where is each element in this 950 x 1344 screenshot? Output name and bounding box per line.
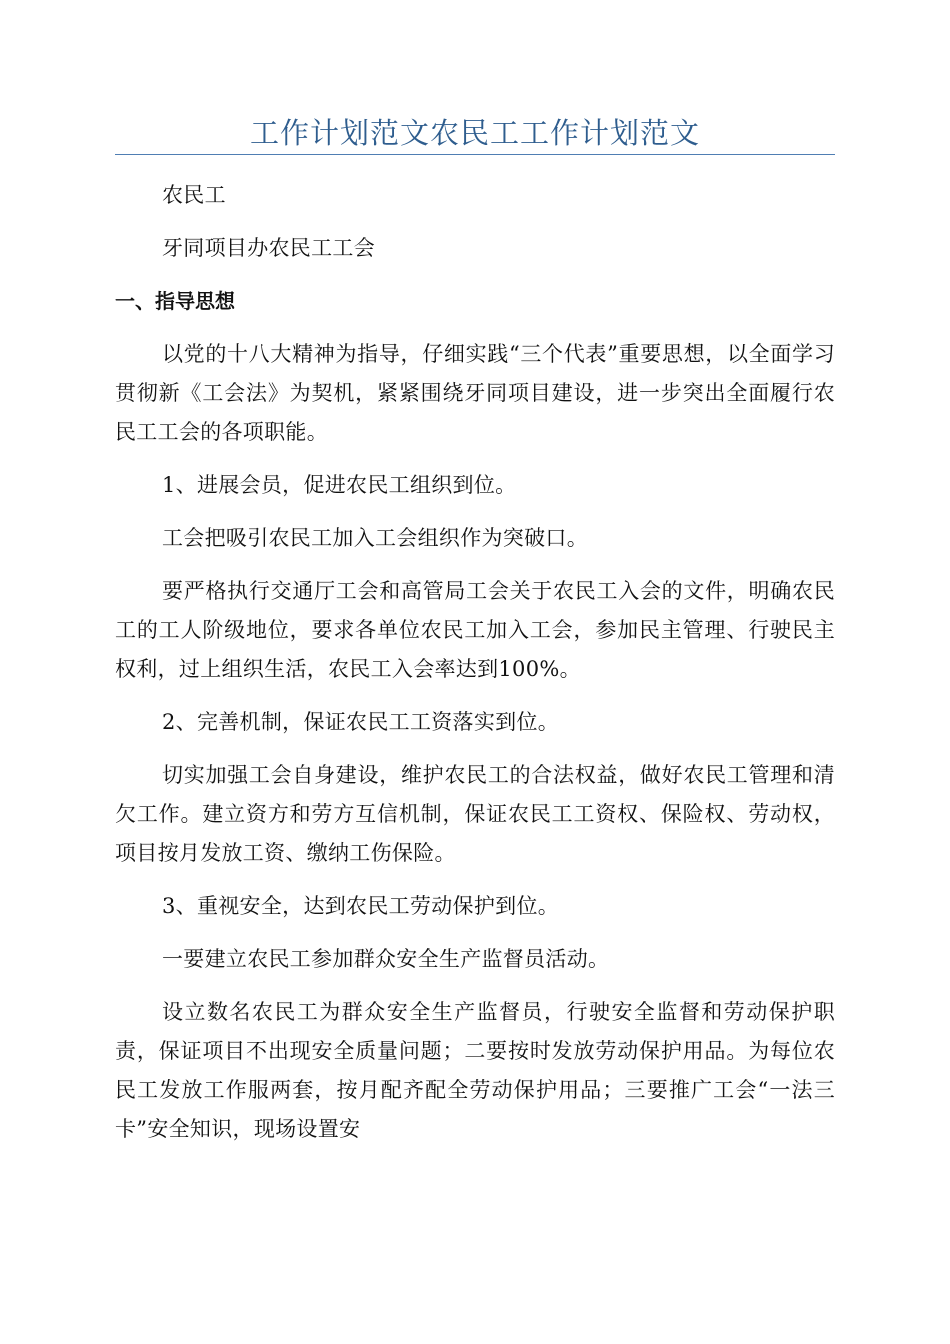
document-body: [115, 176, 835, 1149]
paragraph-item-2: 2、完善机制，保证农民工工资落实到位。: [162, 710, 560, 734]
title-underline: [115, 154, 835, 155]
paragraph-body: 设立数名农民工为群众安全生产监督员，行驶安全监督和劳动保护职责，保证项目不出现安全质量问题；二要按时发放劳动保护用品。为每位农民工发放工作服两套，按月配齐配全劳动保护用品；三要推广工会“一法三卡”安全知识，现场设置安: [115, 1000, 835, 1141]
paragraph-organization: 牙同项目办农民工工会: [162, 236, 375, 260]
paragraph-recipient: 农民工: [162, 183, 226, 207]
section-heading-guiding-ideology: 一、指导思想: [115, 289, 235, 313]
paragraph-body: 要严格执行交通厅工会和高管局工会关于农民工入会的文件，明确农民工的工人阶级地位，要求各单位农民工加入工会，参加民主管理、行驶民主权利，过上组织生活，农民工入会率达到100%。: [115, 579, 835, 681]
paragraph-body: 工会把吸引农民工加入工会组织作为突破口。: [162, 526, 588, 550]
paragraph-body: 以党的十八大精神为指导，仔细实践“三个代表”重要思想，以全面学习贯彻新《工会法》为契机，紧紧围绕牙同项目建设，进一步突出全面履行农民工工会的各项职能。: [115, 342, 835, 444]
paragraph-item-3: 3、重视安全，达到农民工劳动保护到位。: [162, 894, 560, 918]
document-page: [115, 0, 835, 1344]
paragraph-body: 一要建立农民工参加群众安全生产监督员活动。: [162, 947, 610, 971]
paragraph-body: 切实加强工会自身建设，维护农民工的合法权益，做好农民工管理和清欠工作。建立资方和劳方互信机制，保证农民工工资权、保险权、劳动权，项目按月发放工资、缴纳工伤保险。: [115, 763, 835, 865]
document-title: 工作计划范文农民工工作计划范文: [249, 116, 700, 150]
paragraph-item-1: 1、进展会员，促进农民工组织到位。: [162, 473, 517, 497]
